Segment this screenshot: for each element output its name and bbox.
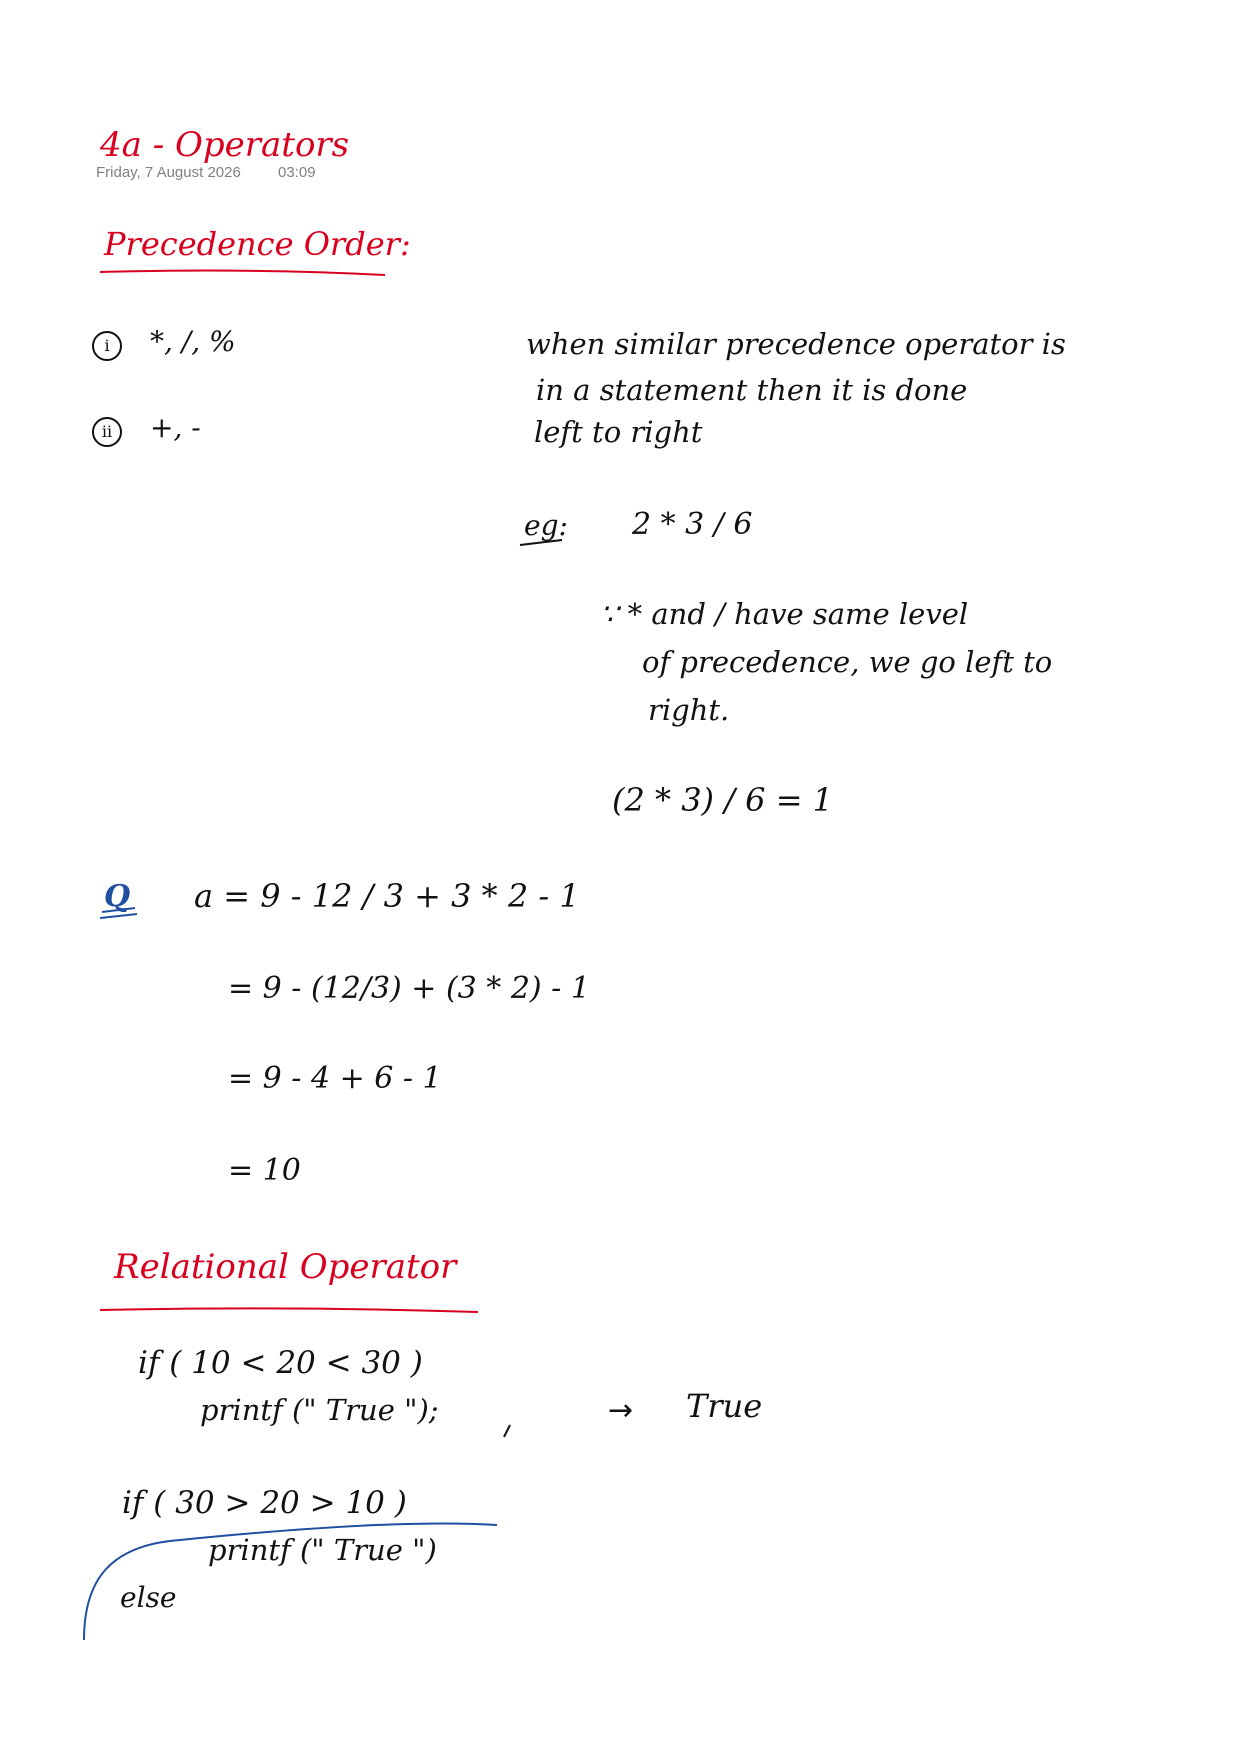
example-1-result: True [686, 1387, 763, 1425]
precedence-heading: Precedence Order: [104, 225, 411, 263]
comma-tick [504, 1425, 510, 1437]
eg-expression: 2 * 3 / 6 [632, 507, 753, 542]
precedence-underline [100, 271, 385, 275]
relational-heading: Relational Operator [114, 1247, 457, 1287]
item-2-ops: +, - [150, 411, 201, 444]
precedence-item-1 [92, 325, 236, 361]
example-1-print: printf (" True "); [200, 1393, 439, 1427]
note-time: 03:09 [278, 164, 316, 181]
item-1-ops: *, /, % [150, 325, 236, 358]
note-line-2: in a statement then it is done [536, 373, 968, 407]
reason-line-2: of precedence, we go left to [642, 645, 1053, 679]
question-step-4: = 10 [228, 1153, 301, 1188]
arrow-icon: → [608, 1393, 634, 1428]
note-date: Friday, 7 August 2026 [96, 164, 241, 181]
note-line-1: when similar precedence operator is [526, 327, 1066, 361]
example-2-print: printf (" True ") [208, 1533, 437, 1567]
question-step-1: a = 9 - 12 / 3 + 3 * 2 - 1 [194, 877, 580, 915]
reason-line-1: ∵ * and / have same level [600, 597, 969, 631]
precedence-result: (2 * 3) / 6 = 1 [612, 781, 834, 819]
example-2-if: if ( 30 > 20 > 10 ) [122, 1485, 407, 1521]
relational-underline [100, 1308, 478, 1312]
question-label: Q [104, 879, 131, 914]
item-1-marker: i [92, 331, 122, 361]
reason-line-3: right. [648, 693, 730, 727]
eg-label: eg: [524, 509, 568, 542]
question-step-2: = 9 - (12/3) + (3 * 2) - 1 [228, 971, 590, 1006]
example-2-else: else [120, 1581, 177, 1614]
precedence-item-2 [92, 411, 201, 447]
note-line-3: left to right [534, 415, 703, 449]
item-2-marker: ii [92, 417, 122, 447]
question-step-3: = 9 - 4 + 6 - 1 [228, 1061, 442, 1096]
page-title: 4a - Operators [100, 125, 350, 165]
example-1-if: if ( 10 < 20 < 30 ) [138, 1345, 423, 1381]
